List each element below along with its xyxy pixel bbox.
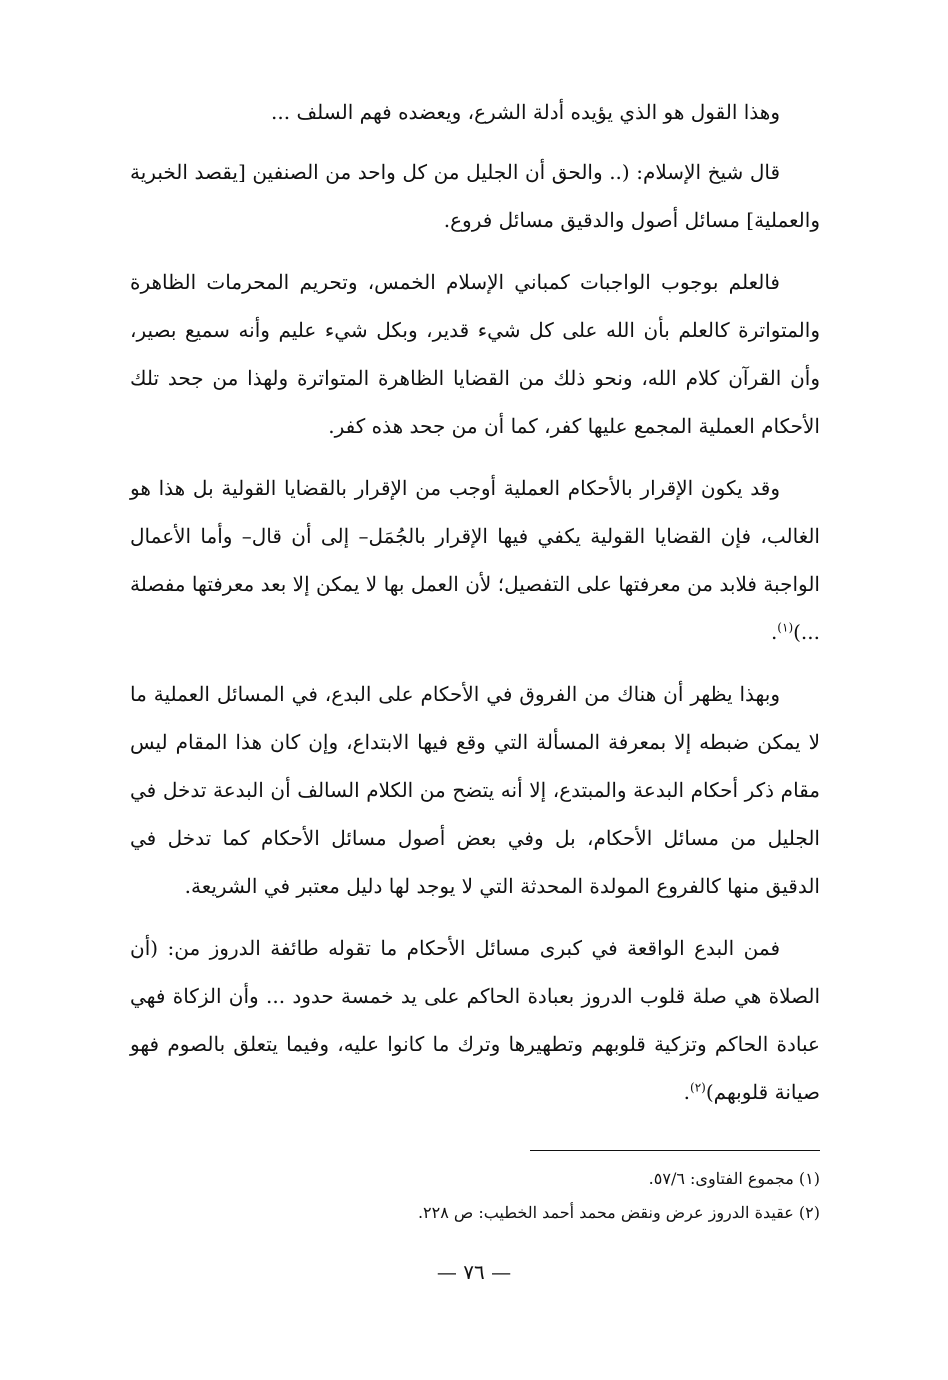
paragraph-3-text: فالعلم بوجوب الواجبات كمباني الإسلام الخمس، وتحريم المحرمات الظاهرة والمتواترة كالعلم بأن الله على كل شيء قدير، وبكل شيء عليم وأنه سميع بصير، وأن القرآن كلام الله، ونحو ذلك من القضايا الظاهرة المتواترة ولهذا من جحد تلك الأحكام العملية المجمع عليها كفر، كما أن من جحد هذه كفر. <box>130 270 820 438</box>
footnotes <box>130 1162 820 1230</box>
page-body <box>130 88 820 1130</box>
paragraph-1-text: وهذا القول هو الذي يؤيده أدلة الشرع، ويعضده فهم السلف ... <box>271 100 780 124</box>
paragraph-1 <box>130 88 820 136</box>
footnote-1: (١) مجموع الفتاوى: ٥٧/٦. <box>648 1169 820 1188</box>
paragraph-3 <box>130 258 820 450</box>
paragraph-6-end: . <box>683 1080 690 1104</box>
paragraph-4 <box>130 464 820 656</box>
paragraph-6 <box>130 924 820 1116</box>
paragraph-5-text: وبهذا يظهر أن هناك من الفروق في الأحكام على البدع، في المسائل العملية ما لا يمكن ضبطه إلا بمعرفة المسألة التي وقع فيها الابتداع، وإن كان هذا المقام ليس مقام ذكر أحكام البدعة والمبتدع، إلا أنه يتضح من الكلام السالف أن البدعة تدخل في الجليل من مسائل الأحكام، بل وفي بعض أصول مسائل الأحكام كما تدخل في الدقيق منها كالفروع المولدة المحدثة التي لا يوجد لها دليل معتبر في الشريعة. <box>130 682 820 898</box>
paragraph-5 <box>130 670 820 910</box>
paragraph-4-end: . <box>770 620 778 644</box>
page-number: — ٧٦ — <box>436 1260 512 1284</box>
paragraph-2-text: قال شيخ الإسلام: (.. والحق أن الجليل من كل واحد من الصنفين [يقصد الخبرية والعملية] مسائل أصول والدقيق مسائل فروع. <box>130 160 820 232</box>
paragraph-4-text: وقد يكون الإقرار بالأحكام العملية أوجب من الإقرار بالقضايا القولية بل هذا هو الغالب، فإن القضايا القولية يكفي فيها الإقرار بالجُمَل– إلى أن قال– وأما الأعمال الواجبة فلابد من معرفتها على التفصيل؛ لأن العمل بها لا يمكن إلا بعد معرفتها مفصلة ...) <box>130 476 820 644</box>
paragraph-6-text: فمن البدع الواقعة في كبرى مسائل الأحكام ما تقوله طائفة الدروز من: (أن الصلاة هي صلة قلوب الدروز بعبادة الحاكم على يد خمسة حدود ... وأن الزكاة فهي عبادة الحاكم وتزكية قلوبهم وتطهيرها وترك ما كانوا عليه، وفيما يتعلق بالصوم فهو صيانة قلوبهم) <box>130 936 820 1104</box>
footnote-ref-2[interactable]: (٢) <box>690 1080 706 1095</box>
footnote-2: (٢) عقيدة الدروز عرض ونقض محمد أحمد الخطيب: ص ٢٢٨. <box>417 1203 820 1222</box>
paragraph-2 <box>130 148 820 244</box>
footnote-divider <box>530 1150 820 1151</box>
footnote-ref-1[interactable]: (١) <box>777 620 794 635</box>
